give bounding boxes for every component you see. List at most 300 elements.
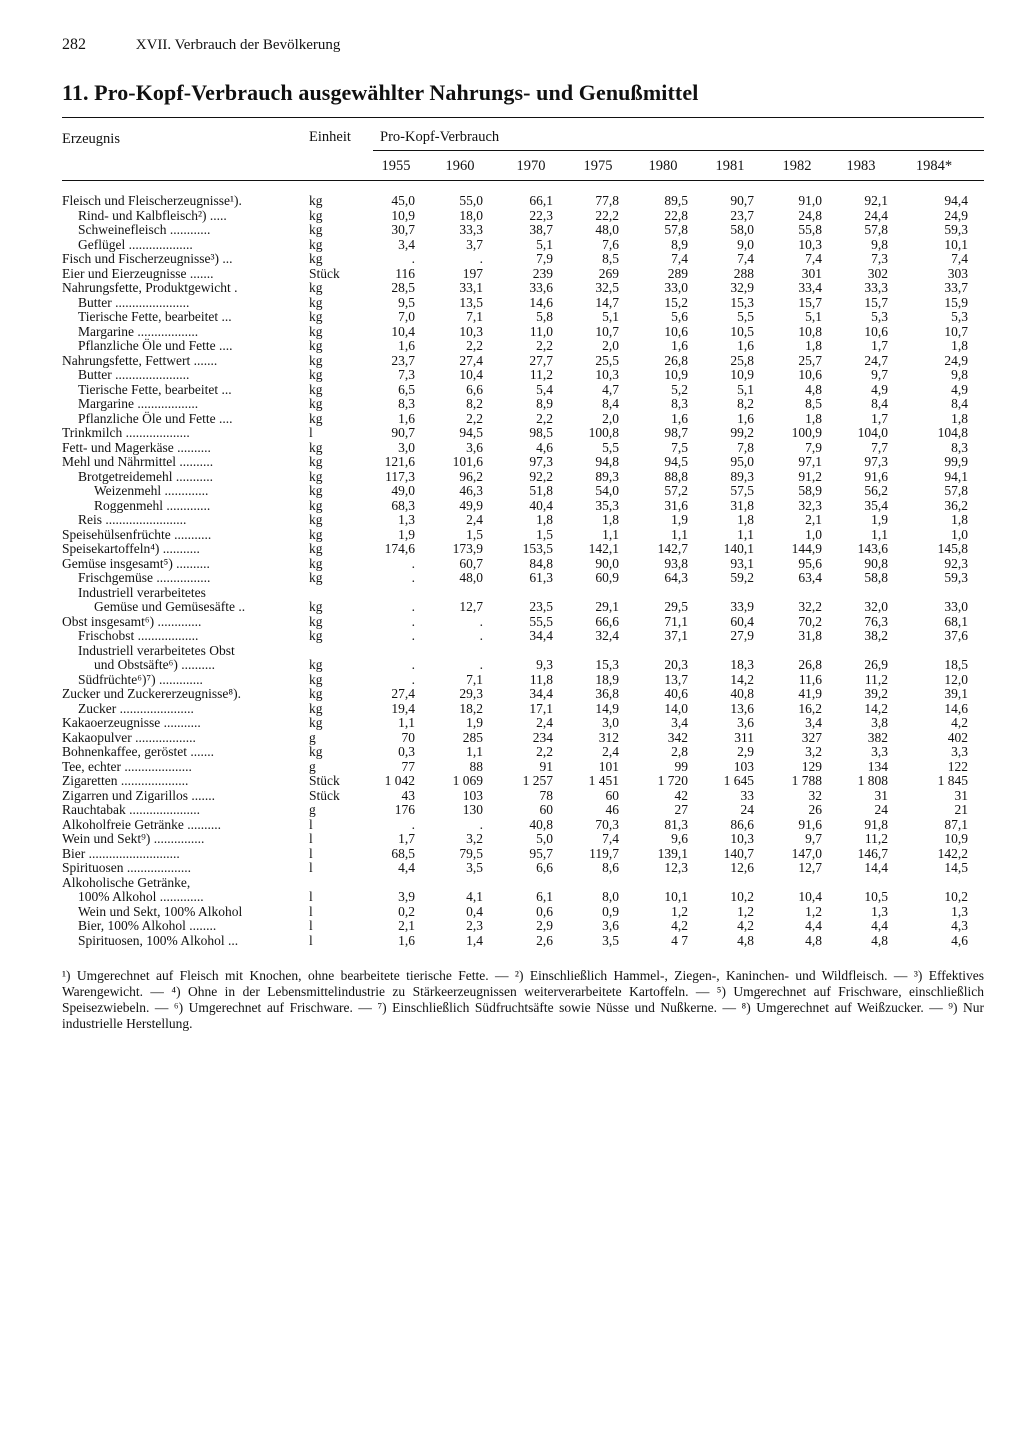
- row-value-1975: 2,0: [602, 338, 619, 353]
- row-value-1980: 342: [667, 729, 688, 745]
- row-value-1984: 39,1: [944, 686, 968, 701]
- row-value-1984: 33,7: [944, 280, 968, 295]
- row-value-1982: 26: [808, 802, 822, 817]
- row-value-1981: 59,2: [730, 570, 754, 585]
- row-value-1982: 16,2: [798, 700, 822, 716]
- row-value-1970: 2,2: [536, 338, 553, 353]
- row-value-1984: 4,9: [951, 381, 968, 397]
- row-value-1960: 2,4: [466, 512, 483, 527]
- row-value-1970: 11,8: [529, 671, 553, 687]
- table-row: [0, 919, 1024, 934]
- row-value-1982: 1,8: [805, 410, 822, 426]
- column-header-unit: Einheit: [309, 129, 351, 145]
- row-unit: kg: [309, 613, 323, 629]
- row-label: Reis ........................: [78, 512, 187, 527]
- table-row: [0, 281, 1024, 296]
- row-unit: kg: [309, 468, 323, 484]
- row-value-1983: 56,2: [864, 483, 888, 498]
- row-value-1955: .: [411, 555, 415, 571]
- row-value-1970: 2,6: [536, 932, 553, 948]
- row-value-1982: 31,8: [798, 628, 822, 643]
- row-unit: kg: [309, 570, 323, 585]
- row-label: Alkoholfreie Getränke ..........: [62, 816, 221, 832]
- year-header-3: 1975: [583, 158, 613, 174]
- row-value-1984: 92,3: [944, 555, 968, 571]
- row-value-1955: .: [411, 570, 415, 585]
- row-label: Gemüse und Gemüsesäfte ..: [94, 599, 246, 614]
- row-value-1955: 43: [401, 787, 415, 803]
- row-value-1955: 2,1: [398, 918, 415, 933]
- row-value-1955: 1,6: [398, 410, 415, 426]
- row-value-1984: 94,1: [944, 468, 968, 484]
- row-value-1981: 10,9: [730, 367, 754, 382]
- row-label: Rauchtabak .....................: [62, 802, 200, 817]
- row-value-1981: 58,0: [730, 222, 754, 237]
- table-row: [0, 745, 1024, 760]
- row-value-1970: 5,0: [536, 831, 553, 846]
- row-value-1981: 1 645: [723, 773, 754, 788]
- row-value-1970: 5,4: [536, 381, 553, 397]
- row-label: Frischobst ..................: [78, 628, 199, 643]
- row-value-1984: 4,3: [951, 918, 968, 933]
- row-value-1982: 1,0: [805, 526, 822, 542]
- row-value-1982: 301: [801, 265, 822, 281]
- row-value-1983: 302: [867, 265, 888, 281]
- row-value-1982: 15,7: [798, 294, 822, 310]
- row-value-1982: 147,0: [791, 845, 822, 861]
- row-value-1981: 95,0: [730, 454, 754, 469]
- table-row: [0, 600, 1024, 615]
- row-value-1984: 1,0: [951, 526, 968, 542]
- row-value-1980: 4 7: [671, 932, 688, 948]
- row-unit: kg: [309, 352, 323, 368]
- row-value-1983: 92,1: [864, 193, 888, 208]
- row-value-1955: 3,4: [398, 236, 415, 252]
- table-row: [0, 629, 1024, 644]
- row-value-1970: 97,3: [529, 454, 553, 469]
- row-value-1982: 55,8: [798, 222, 822, 237]
- row-value-1980: 64,3: [664, 570, 688, 585]
- row-value-1982: 9,7: [805, 831, 822, 846]
- row-value-1984: 36,2: [944, 497, 968, 513]
- row-value-1970: 11,2: [529, 367, 553, 382]
- row-value-1960: 3,7: [466, 236, 483, 252]
- row-value-1982: 12,7: [798, 860, 822, 875]
- row-value-1982: 10,8: [798, 323, 822, 339]
- row-value-1980: 13,7: [664, 671, 688, 687]
- row-value-1970: 1,5: [536, 526, 553, 542]
- year-header-7: 1983: [846, 158, 876, 174]
- row-value-1960: 49,9: [459, 497, 483, 513]
- row-value-1975: 35,3: [595, 497, 619, 513]
- table-row: [0, 441, 1024, 456]
- row-value-1960: 7,1: [466, 671, 483, 687]
- row-value-1983: 14,2: [864, 700, 888, 716]
- row-value-1980: 1,2: [671, 903, 688, 919]
- row-value-1960: 173,9: [452, 541, 483, 556]
- row-value-1981: 1,2: [737, 903, 754, 919]
- table-row: [0, 687, 1024, 702]
- row-value-1981: 60,4: [730, 613, 754, 629]
- row-value-1970: 27,7: [529, 352, 553, 368]
- row-value-1960: 33,1: [459, 280, 483, 295]
- footnotes: ¹) Umgerechnet auf Fleisch mit Knochen, ohne bearbeitete tierische Fette. — ²) Einschließlich Hammel-, Ziegen-, Kaninchen- und Wildfleisch. — ³) Effektives Warengewicht. — ⁴) Ohne in der Lebensmittelindustrie zu Stärkeerzeugnissen weiterverarbeitete Kartoffeln. — ⁵) Umgerechnet auf Frischware, einschließlich Speisezwiebeln. — ⁶) Umgerechnet auf Frischware. — ⁷) Einschließlich Südfruchtsäfte sowie Nüsse und Nußkerne. — ⁸) Umgerechnet auf Weißzucker. — ⁹) Nur industrielle Herstellung.: [62, 968, 984, 1031]
- row-value-1983: 4,4: [871, 918, 888, 933]
- row-unit: kg: [309, 628, 323, 643]
- table-row: [0, 223, 1024, 238]
- row-value-1960: 197: [462, 265, 483, 281]
- row-value-1955: .: [411, 251, 415, 266]
- row-value-1975: 8,0: [602, 889, 619, 904]
- row-value-1975: 269: [598, 265, 619, 281]
- row-value-1983: 9,7: [871, 367, 888, 382]
- row-value-1981: 40,8: [730, 686, 754, 701]
- row-value-1970: 91: [539, 758, 553, 774]
- table-row: [0, 455, 1024, 470]
- row-value-1975: 3,5: [602, 932, 619, 948]
- table-title: 11. Pro-Kopf-Verbrauch ausgewählter Nahrungs- und Genußmittel: [62, 80, 699, 105]
- row-label: Speisehülsenfrüchte ...........: [62, 526, 212, 542]
- row-value-1984: 142,2: [937, 845, 968, 861]
- row-value-1960: 46,3: [459, 483, 483, 498]
- table-row: [0, 238, 1024, 253]
- table-row: [0, 586, 1024, 601]
- row-value-1983: 24,7: [864, 352, 888, 368]
- table-row: [0, 731, 1024, 746]
- row-value-1955: 7,3: [398, 367, 415, 382]
- row-value-1981: 10,3: [730, 831, 754, 846]
- table-row: [0, 644, 1024, 659]
- row-value-1960: 0,4: [466, 903, 483, 919]
- row-value-1960: 6,6: [466, 381, 483, 397]
- row-value-1955: .: [411, 657, 415, 672]
- row-value-1970: 14,6: [529, 294, 553, 310]
- page-header: [62, 36, 340, 54]
- row-value-1970: 2,2: [536, 744, 553, 759]
- row-value-1960: .: [479, 816, 483, 832]
- row-value-1984: 94,4: [944, 193, 968, 208]
- row-value-1960: 3,2: [466, 831, 483, 846]
- row-value-1980: 9,6: [671, 831, 688, 846]
- row-label: Südfrüchte⁶)⁷) .............: [78, 671, 203, 687]
- row-value-1975: 2,4: [602, 744, 619, 759]
- row-value-1981: 288: [733, 265, 754, 281]
- table-row: [0, 557, 1024, 572]
- row-value-1955: 176: [394, 802, 415, 817]
- row-value-1981: 33,9: [730, 599, 754, 614]
- row-value-1975: 3,6: [602, 918, 619, 933]
- row-value-1955: 6,5: [398, 381, 415, 397]
- row-value-1970: 2,4: [536, 715, 553, 730]
- row-value-1960: 8,2: [466, 396, 483, 411]
- row-value-1980: 93,8: [664, 555, 688, 571]
- row-value-1983: 11,2: [864, 671, 888, 687]
- row-value-1982: 1 788: [791, 773, 822, 788]
- row-value-1981: 99,2: [730, 425, 754, 440]
- row-value-1955: 0,3: [398, 744, 415, 759]
- row-value-1960: 79,5: [459, 845, 483, 861]
- row-value-1970: 8,9: [536, 396, 553, 411]
- row-value-1980: 142,7: [657, 541, 688, 556]
- row-value-1970: 9,3: [536, 657, 553, 672]
- row-value-1960: 33,3: [459, 222, 483, 237]
- row-value-1960: 18,2: [459, 700, 483, 716]
- row-value-1982: 4,8: [805, 381, 822, 397]
- table-row: [0, 513, 1024, 528]
- table-row: [0, 252, 1024, 267]
- row-value-1975: 5,5: [602, 439, 619, 455]
- row-value-1980: 33,0: [664, 280, 688, 295]
- row-value-1983: 31: [874, 787, 888, 803]
- row-value-1983: 3,8: [871, 715, 888, 730]
- row-value-1983: 35,4: [864, 497, 888, 513]
- row-unit: kg: [309, 483, 323, 498]
- row-value-1970: 239: [532, 265, 553, 281]
- row-value-1981: 311: [734, 729, 754, 745]
- row-value-1970: 7,9: [536, 251, 553, 266]
- table-row: [0, 310, 1024, 325]
- row-value-1970: 51,8: [529, 483, 553, 498]
- row-value-1982: 7,4: [805, 251, 822, 266]
- table-row: [0, 542, 1024, 557]
- row-value-1982: 3,4: [805, 715, 822, 730]
- row-value-1981: 7,8: [737, 439, 754, 455]
- row-value-1970: 5,8: [536, 309, 553, 324]
- row-value-1981: 5,1: [737, 381, 754, 397]
- row-value-1982: 129: [801, 758, 822, 774]
- row-value-1975: 46: [605, 802, 619, 817]
- row-value-1984: 1 845: [937, 773, 968, 788]
- row-unit: kg: [309, 323, 323, 339]
- row-value-1980: 8,3: [671, 396, 688, 411]
- row-label: Kakaoerzeugnisse ...........: [62, 715, 201, 730]
- row-label: Nahrungsfette, Produktgewicht .: [62, 280, 238, 295]
- row-value-1975: 119,7: [589, 845, 619, 861]
- row-value-1955: 8,3: [398, 396, 415, 411]
- row-value-1982: 10,6: [798, 367, 822, 382]
- row-value-1984: 15,9: [944, 294, 968, 310]
- row-unit: Stück: [309, 265, 340, 281]
- row-value-1970: 22,3: [529, 207, 553, 223]
- row-value-1983: 1 808: [857, 773, 888, 788]
- row-value-1983: 104,0: [857, 425, 888, 440]
- row-label: Bohnenkaffee, geröstet .......: [62, 744, 214, 759]
- year-header-8: 1984*: [915, 158, 953, 174]
- row-value-1982: 91,0: [798, 193, 822, 208]
- row-value-1981: 24: [740, 802, 754, 817]
- row-unit: kg: [309, 280, 323, 295]
- row-unit: l: [309, 889, 313, 904]
- row-value-1984: 1,8: [951, 410, 968, 426]
- row-value-1983: 10,6: [864, 323, 888, 339]
- row-value-1983: 1,7: [871, 338, 888, 353]
- table-row: [0, 383, 1024, 398]
- row-value-1980: 57,2: [664, 483, 688, 498]
- row-value-1955: 1,6: [398, 932, 415, 948]
- row-value-1955: 117,3: [385, 468, 415, 484]
- row-value-1970: 2,2: [536, 410, 553, 426]
- row-value-1983: 4,9: [871, 381, 888, 397]
- row-value-1980: 2,8: [671, 744, 688, 759]
- row-value-1981: 3,6: [737, 715, 754, 730]
- row-value-1983: 38,2: [864, 628, 888, 643]
- row-value-1960: 2,2: [466, 338, 483, 353]
- row-label: Butter ......................: [78, 294, 190, 310]
- row-value-1984: 9,8: [951, 367, 968, 382]
- row-value-1982: 11,6: [798, 671, 822, 687]
- row-value-1982: 10,4: [798, 889, 822, 904]
- row-value-1984: 33,0: [944, 599, 968, 614]
- row-label: Fisch und Fischerzeugnisse³) ...: [62, 251, 233, 266]
- row-unit: kg: [309, 599, 323, 614]
- row-unit: g: [309, 729, 316, 745]
- row-value-1960: .: [479, 628, 483, 643]
- row-label: Fleisch und Fleischerzeugnisse¹).: [62, 193, 242, 208]
- row-unit: kg: [309, 744, 323, 759]
- row-label: Obst insgesamt⁶) .............: [62, 613, 202, 629]
- row-value-1970: 0,6: [536, 903, 553, 919]
- row-label: Zigarren und Zigarillos .......: [62, 787, 215, 803]
- row-value-1955: 90,7: [391, 425, 415, 440]
- row-label: Tierische Fette, bearbeitet ...: [78, 381, 232, 397]
- table-row: [0, 499, 1024, 514]
- row-label: Schweinefleisch ............: [78, 222, 211, 237]
- table-body: [0, 194, 1024, 948]
- row-value-1955: .: [411, 671, 415, 687]
- row-value-1984: 10,7: [944, 323, 968, 339]
- row-value-1970: 6,1: [536, 889, 553, 904]
- row-value-1980: 40,6: [664, 686, 688, 701]
- row-value-1983: 33,3: [864, 280, 888, 295]
- row-label: Bier ...........................: [62, 845, 180, 861]
- row-value-1982: 91,6: [798, 816, 822, 832]
- row-value-1980: 10,9: [664, 367, 688, 382]
- table-row: [0, 194, 1024, 209]
- row-value-1975: 60: [605, 787, 619, 803]
- row-label: Speisekartoffeln⁴) ...........: [62, 541, 200, 556]
- row-value-1975: 100,8: [588, 425, 619, 440]
- row-unit: l: [309, 903, 313, 919]
- row-value-1982: 327: [801, 729, 822, 745]
- row-value-1984: 8,3: [951, 439, 968, 455]
- row-value-1960: 1 069: [452, 773, 483, 788]
- row-value-1981: 5,5: [737, 309, 754, 324]
- table-row: [0, 209, 1024, 224]
- row-value-1955: 1,1: [398, 715, 415, 730]
- row-value-1984: 5,3: [951, 309, 968, 324]
- table-row: [0, 803, 1024, 818]
- row-value-1960: 60,7: [459, 555, 483, 571]
- table-row: [0, 354, 1024, 369]
- row-unit: kg: [309, 555, 323, 571]
- row-value-1984: 57,8: [944, 483, 968, 498]
- row-value-1981: 15,3: [730, 294, 754, 310]
- row-unit: g: [309, 758, 316, 774]
- row-value-1982: 8,5: [805, 396, 822, 411]
- row-value-1960: 1,1: [466, 744, 483, 759]
- row-value-1981: 18,3: [730, 657, 754, 672]
- row-value-1960: 29,3: [459, 686, 483, 701]
- row-value-1981: 32,9: [730, 280, 754, 295]
- row-value-1980: 22,8: [664, 207, 688, 223]
- row-value-1960: 10,3: [459, 323, 483, 339]
- row-value-1982: 32,3: [798, 497, 822, 513]
- row-value-1975: 101: [598, 758, 619, 774]
- row-value-1970: 1,8: [536, 512, 553, 527]
- column-header-product: Erzeugnis: [62, 131, 120, 147]
- row-label: 100% Alkohol .............: [78, 889, 204, 904]
- row-value-1981: 90,7: [730, 193, 754, 208]
- row-value-1955: .: [411, 599, 415, 614]
- row-value-1960: 103: [462, 787, 483, 803]
- row-value-1980: 3,4: [671, 715, 688, 730]
- row-value-1984: 145,8: [937, 541, 968, 556]
- row-value-1975: 2,0: [602, 410, 619, 426]
- row-value-1980: 1,6: [671, 410, 688, 426]
- row-value-1955: 121,6: [384, 454, 415, 469]
- row-value-1981: 1,8: [737, 512, 754, 527]
- row-value-1970: 17,1: [529, 700, 553, 716]
- row-value-1975: 5,1: [602, 309, 619, 324]
- row-value-1980: 5,6: [671, 309, 688, 324]
- row-value-1955: 10,4: [391, 323, 415, 339]
- row-value-1960: 48,0: [459, 570, 483, 585]
- row-value-1955: 1,6: [398, 338, 415, 353]
- row-value-1955: 49,0: [391, 483, 415, 498]
- row-value-1982: 70,2: [798, 613, 822, 629]
- row-label: Butter ......................: [78, 367, 190, 382]
- row-value-1970: 38,7: [529, 222, 553, 237]
- row-value-1970: 2,9: [536, 918, 553, 933]
- row-value-1980: 99: [674, 758, 688, 774]
- row-value-1982: 10,3: [798, 236, 822, 252]
- row-value-1955: 10,9: [391, 207, 415, 223]
- row-value-1955: 68,5: [391, 845, 415, 861]
- table-row: [0, 397, 1024, 412]
- row-value-1983: 26,9: [864, 657, 888, 672]
- row-value-1970: 34,4: [529, 686, 553, 701]
- row-value-1970: 1 257: [522, 773, 553, 788]
- table-row: [0, 760, 1024, 775]
- row-value-1960: 1,5: [466, 526, 483, 542]
- row-value-1983: 146,7: [857, 845, 888, 861]
- row-value-1955: 45,0: [391, 193, 415, 208]
- row-value-1975: 10,3: [595, 367, 619, 382]
- row-unit: kg: [309, 396, 323, 411]
- row-value-1975: 90,0: [595, 555, 619, 571]
- row-value-1960: 101,6: [452, 454, 483, 469]
- row-value-1960: 2,3: [466, 918, 483, 933]
- row-value-1975: 8,4: [602, 396, 619, 411]
- row-value-1981: 10,5: [730, 323, 754, 339]
- row-value-1955: 28,5: [391, 280, 415, 295]
- table-row: [0, 470, 1024, 485]
- row-value-1982: 5,1: [805, 309, 822, 324]
- row-value-1980: 14,0: [664, 700, 688, 716]
- row-value-1960: 130: [462, 802, 483, 817]
- row-label: Wein und Sekt, 100% Alkohol: [78, 903, 243, 919]
- row-label: Industriell verarbeitetes Obst: [78, 642, 235, 658]
- row-value-1984: 10,1: [944, 236, 968, 252]
- row-value-1980: 94,5: [664, 454, 688, 469]
- row-value-1970: 23,5: [529, 599, 553, 614]
- row-value-1984: 1,8: [951, 512, 968, 527]
- row-label: Wein und Sekt⁹) ...............: [62, 831, 205, 846]
- row-value-1970: 84,8: [529, 555, 553, 571]
- row-value-1980: 1,6: [671, 338, 688, 353]
- row-unit: kg: [309, 657, 323, 672]
- row-value-1984: 24,9: [944, 352, 968, 368]
